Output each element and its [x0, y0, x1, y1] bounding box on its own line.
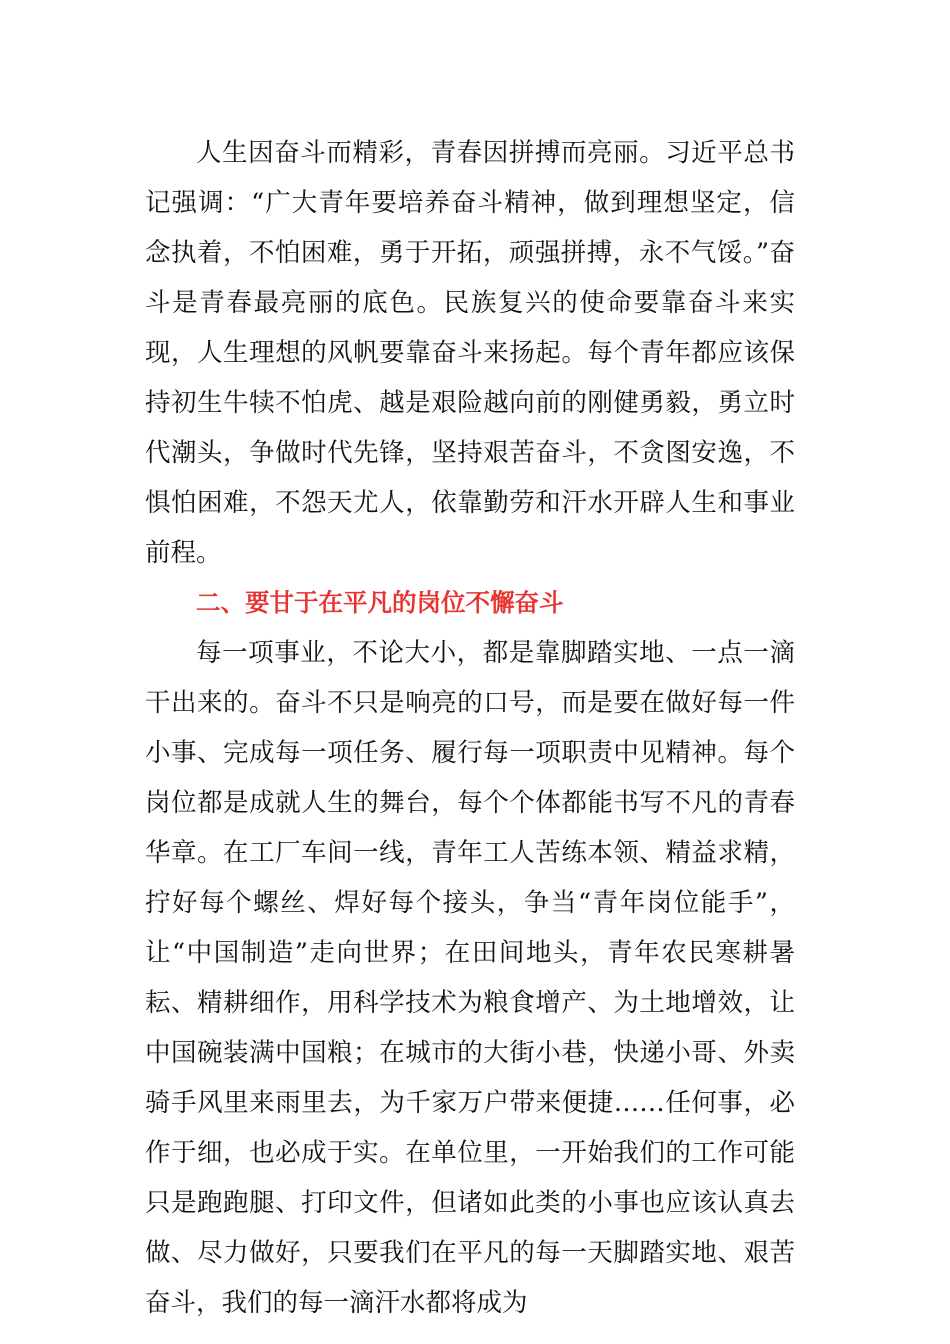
document-body [145, 128, 795, 1328]
paragraph-struggle-youth: 人生因奋斗而精彩，青春因拼搏而亮丽。习近平总书记强调：“广大青年要培养奋斗精神，做到理想坚定，信念执着，不怕困难，勇于开拓，顽强拼搏，永不气馁。”奋斗是青春最亮丽的底色。民族复兴的使命要靠奋斗来实现，人生理想的风帆要靠奋斗来扬起。每个青年都应该保持初生牛犊不怕虎、越是艰险越向前的刚健勇毅，勇立时代潮头，争做时代先锋，坚持艰苦奋斗，不贪图安逸，不惧怕困难，不怨天尤人，依靠勤劳和汗水开辟人生和事业前程。 [145, 138, 795, 568]
section-heading-2: 二、要甘于在平凡的岗位不懈奋斗 [196, 588, 564, 617]
paragraph-ordinary-posts: 每一项事业，不论大小，都是靠脚踏实地、一点一滴干出来的。奋斗不只是响亮的口号，而是要在做好每一件小事、完成每一项任务、履行每一项职责中见精神。每个岗位都是成就人生的舞台，每个个体都能书写不凡的青春华章。在工厂车间一线，青年工人苦练本领、精益求精，拧好每个螺丝、焊好每个接头，争当“青年岗位能手”，让“中国制造”走向世界；在田间地头，青年农民寒耕暑耘、精耕细作，用科学技术为粮食增产、为土地增效，让中国碗装满中国粮；在城市的大街小巷，快递小哥、外卖骑手风里来雨里去，为千家万户带来便捷……任何事，必作于细，也必成于实。在单位里，一开始我们的工作可能只是跑跑腿、打印文件，但诸如此类的小事也应该认真去做、尽力做好，只要我们在平凡的每一天脚踏实地、艰苦奋斗，我们的每一滴汗水都将成为 [145, 638, 795, 1318]
